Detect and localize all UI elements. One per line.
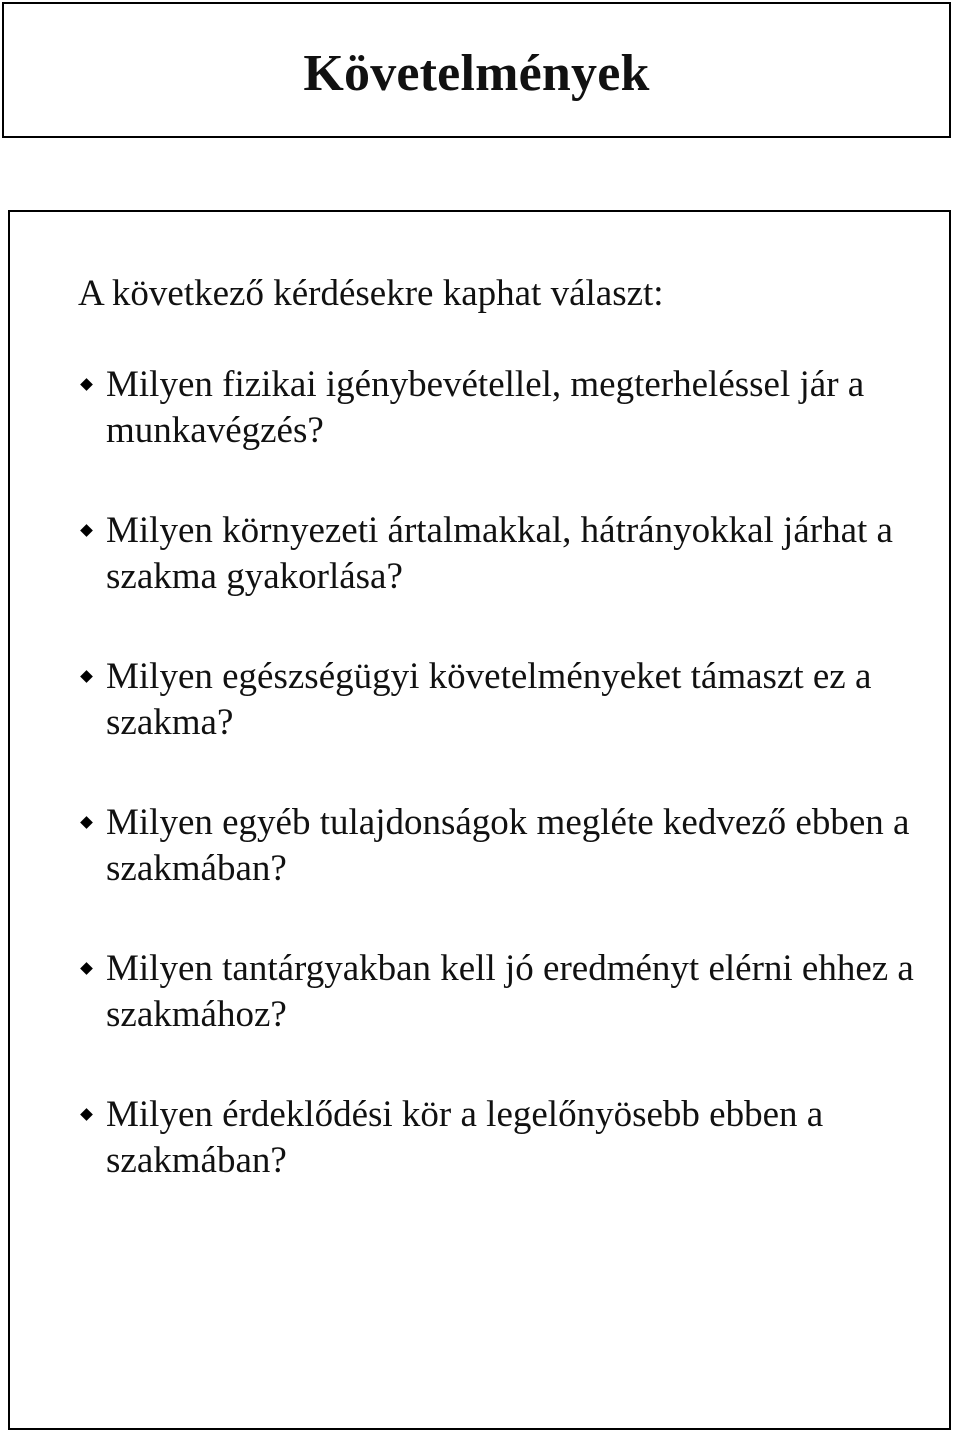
list-item bbox=[82, 800, 942, 892]
diamond-bullet-icon bbox=[80, 670, 93, 683]
diamond-bullet-icon bbox=[80, 378, 93, 391]
title-box bbox=[2, 2, 951, 138]
question-list bbox=[82, 362, 942, 1238]
diamond-bullet-icon bbox=[80, 816, 93, 829]
list-item bbox=[82, 1092, 942, 1184]
question-text: Milyen egészségügyi követelményeket támaszt ez a szakma? bbox=[106, 656, 872, 743]
list-item bbox=[82, 362, 942, 454]
content-box bbox=[8, 210, 951, 1430]
list-item bbox=[82, 508, 942, 600]
question-text: Milyen tantárgyakban kell jó eredményt elérni ehhez a szakmához? bbox=[106, 948, 914, 1035]
diamond-bullet-icon bbox=[80, 524, 93, 537]
question-text: Milyen környezeti ártalmakkal, hátrányokkal járhat a szakma gyakorlása? bbox=[106, 510, 893, 597]
intro-text: A következő kérdésekre kaphat választ: bbox=[78, 273, 664, 314]
question-text: Milyen fizikai igénybevétellel, megterheléssel jár a munkavégzés? bbox=[106, 364, 865, 451]
question-text: Milyen egyéb tulajdonságok megléte kedvező ebben a szakmában? bbox=[106, 802, 910, 889]
list-item bbox=[82, 946, 942, 1038]
question-text: Milyen érdeklődési kör a legelőnyösebb ebben a szakmában? bbox=[106, 1094, 824, 1181]
page-title: Követelmények bbox=[303, 45, 650, 102]
list-item bbox=[82, 654, 942, 746]
diamond-bullet-icon bbox=[80, 962, 93, 975]
diamond-bullet-icon bbox=[80, 1108, 93, 1121]
